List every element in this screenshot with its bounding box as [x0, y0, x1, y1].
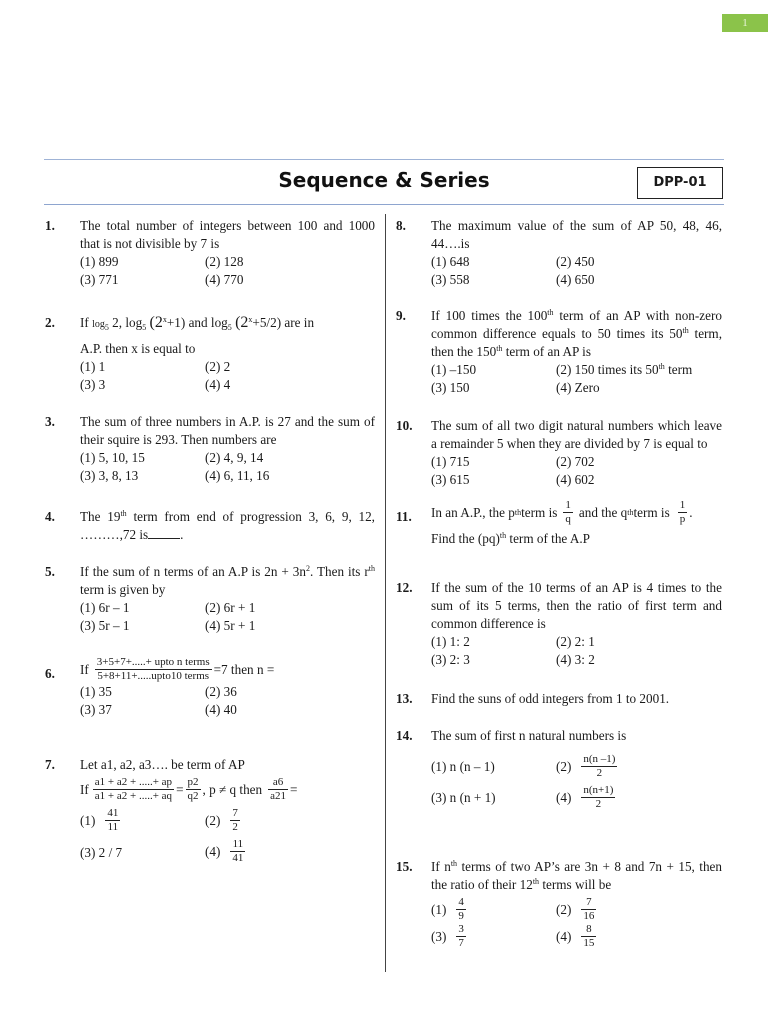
question-condition: If $\frac{a1 + a2 + .....+ ap}{a1 + a2 + .....+ aq}$ = $\frac{p2}{q2}$ , p ≠ q then $\frac{a6}{a21}$ =: [80, 776, 298, 802]
question-1: [45, 217, 375, 289]
option-1[interactable]: (1) 648: [431, 254, 470, 269]
fraction: $\frac{1}{q}$: [565, 499, 571, 525]
question-8: [396, 217, 722, 289]
question-number: 10.: [396, 418, 413, 433]
option-2[interactable]: (2) 2: 1: [556, 634, 595, 649]
page-number-badge: 1: [722, 14, 768, 32]
question-number: 6.: [45, 666, 55, 681]
option-3[interactable]: (3) 558: [431, 272, 470, 287]
question-text: If the sum of the 10 terms of an AP is 4 times to the sum of its 5 terms, then the ratio of first term and common difference is: [431, 580, 722, 631]
question-number: 9.: [396, 308, 406, 323]
option-3[interactable]: (3) 2 / 7: [80, 844, 123, 860]
options: [431, 633, 722, 669]
question-text: The sum of all two digit natural numbers which leave a remainder 5 when they are divided by 7 is equal to: [431, 418, 722, 451]
option-4[interactable]: (4) 650: [556, 272, 595, 287]
question-6: [45, 656, 375, 719]
option-3[interactable]: (3) n (n + 1): [431, 789, 496, 805]
page-title: Sequence & Series: [278, 168, 490, 192]
question-text: The maximum value of the sum of AP 50, 48, 46, 44….is: [431, 218, 722, 251]
question-4: [45, 508, 375, 544]
options: [80, 253, 375, 289]
question-number: 15.: [396, 859, 413, 874]
option-3[interactable]: (3) 37: [80, 702, 112, 717]
options: [431, 253, 722, 289]
option-1[interactable]: (1) 1: 2: [431, 634, 470, 649]
option-2[interactable]: (2) $\frac{7}{2}$: [205, 807, 238, 833]
option-1[interactable]: (1) $\frac{41}{11}$: [80, 807, 119, 833]
option-4[interactable]: (4) Zero: [556, 380, 600, 395]
option-3[interactable]: (3) 3, 8, 13: [80, 468, 139, 483]
question-text: The 19th term from end of progression 3, 6, 9, 12, ………,72 is .: [80, 509, 375, 542]
header-rule-bottom: [44, 204, 724, 205]
question-text: If the sum of n terms of an A.P is $2n + 3n^2$. Then its $r^{th}$ term is given by: [80, 564, 375, 597]
question-number: 14.: [396, 728, 413, 743]
question-number: 2.: [45, 315, 55, 330]
option-1[interactable]: (1) $\frac{4}{9}$: [431, 896, 464, 922]
option-3[interactable]: (3) 615: [431, 472, 470, 487]
option-1[interactable]: (1) 715: [431, 454, 470, 469]
question-2: [45, 314, 375, 394]
question-text: If $n^{th}$ terms of two AP’s are 3n + 8 and 7n + 15, then the ratio of their 12th terms will be: [431, 859, 722, 892]
question-14: [396, 727, 722, 811]
option-2[interactable]: (2) $\frac{7}{16}$: [556, 896, 595, 922]
question-number: 5.: [45, 564, 55, 579]
options: [431, 453, 722, 489]
header-rule-top: [44, 159, 724, 160]
options: [431, 753, 722, 811]
question-text: If $\log_5 2$, $\log_5 (2^x+1)$ and $\log_5 (2^x+5/2)$ are in: [80, 314, 315, 332]
question-text: Find the suns of odd integers from 1 to 2001.: [431, 691, 670, 706]
option-2[interactable]: (2) 150 times its 50th term: [556, 362, 693, 377]
question-number: 3.: [45, 414, 55, 429]
question-text: The total number of integers between 100 and 1000 that is not divisible by 7 is: [80, 218, 375, 251]
question-number: 7.: [45, 757, 55, 772]
option-3[interactable]: (3) 771: [80, 272, 119, 287]
question-9: [396, 307, 722, 397]
question-5: [45, 563, 375, 635]
question-number: 12.: [396, 580, 413, 595]
options: [80, 683, 375, 719]
option-4[interactable]: (4) $\frac{8}{15}$: [556, 923, 595, 949]
question-number: 11.: [396, 509, 412, 524]
options: [80, 807, 375, 865]
question-11: [396, 499, 722, 548]
option-4[interactable]: (4) 770: [205, 272, 244, 287]
option-4[interactable]: (4) 40: [205, 702, 237, 717]
option-1[interactable]: (1) 5, 10, 15: [80, 450, 145, 465]
question-text: The sum of first n natural numbers is: [431, 728, 627, 743]
fraction: $\frac{a1 + a2 + .....+ ap}{a1 + a2 + .....+ aq}$: [94, 776, 173, 802]
option-2[interactable]: (2) 450: [556, 254, 595, 269]
option-4[interactable]: (4) 5r + 1: [205, 618, 256, 633]
question-number: 8.: [396, 218, 406, 233]
options: [80, 449, 375, 485]
question-text: If 100 times the 100th term of an AP with non-zero common difference equals to 50 times its 50th term, then the 150th term of an AP is: [431, 308, 722, 359]
question-10: [396, 417, 722, 489]
fraction: $\frac{\text{3+5+7+.....+ upto n terms}}{\text{5+8+11+.....upto10 terms}}$: [96, 656, 210, 682]
answer-blank[interactable]: [148, 526, 180, 539]
fraction: $\frac{1}{p}$: [679, 499, 686, 525]
question-13: [396, 690, 722, 708]
fraction: $\frac{a6}{a21}$: [270, 776, 287, 802]
option-3[interactable]: (3) 150: [431, 380, 470, 395]
option-4[interactable]: (4) $\frac{n(n+1)}{2}$: [556, 784, 614, 810]
option-2[interactable]: (2) 6r + 1: [205, 600, 256, 615]
question-text: Let a1, a2, a3…. be term of AP: [80, 757, 245, 772]
question-number: 13.: [396, 691, 413, 706]
option-4[interactable]: (4) 3: 2: [556, 652, 595, 667]
option-1[interactable]: (1) 899: [80, 254, 119, 269]
option-4[interactable]: (4) 602: [556, 472, 595, 487]
question-text-line-2: A.P. then x is equal to: [80, 341, 196, 356]
option-4[interactable]: (4) $\frac{11}{41}$: [205, 838, 244, 864]
option-3[interactable]: (3) 2: 3: [431, 652, 470, 667]
question-number: 4.: [45, 509, 55, 524]
question-7: [45, 756, 375, 865]
options: [431, 896, 722, 950]
question-12: [396, 579, 722, 669]
question-text: If $\frac{\text{3+5+7+.....+ upto n terms}}{\text{5+8+11+.....upto10 terms}}$ =7 then n =: [80, 656, 275, 682]
options: [80, 358, 375, 394]
option-2[interactable]: (2) 36: [205, 684, 237, 699]
question-number: 1.: [45, 218, 55, 233]
option-1[interactable]: (1) n (n – 1): [431, 758, 495, 774]
option-4[interactable]: (4) 4: [205, 377, 231, 392]
option-3[interactable]: (3) 5r – 1: [80, 618, 130, 633]
question-3: [45, 413, 375, 485]
option-4[interactable]: (4) 6, 11, 16: [205, 468, 270, 483]
fraction: $\frac{p2}{q2}$: [187, 776, 199, 802]
option-3[interactable]: (3) $\frac{3}{7}$: [431, 923, 464, 949]
options: [80, 599, 375, 635]
option-1[interactable]: (1) 35: [80, 684, 112, 699]
option-2[interactable]: (2) 2: [205, 359, 231, 374]
option-2[interactable]: (2) 702: [556, 454, 595, 469]
options: [431, 361, 722, 397]
dpp-code-box: DPP-01: [637, 167, 723, 199]
question-text-line-2: Find the (pq)$^{th}$ term of the A.P: [431, 531, 590, 546]
column-divider: [385, 214, 386, 972]
question-text: In an A.P., the p th term is $\frac{1}{q}$ and the q th term is $\frac{1}{p}$ .: [431, 499, 693, 525]
option-1[interactable]: (1) 6r – 1: [80, 600, 130, 615]
question-15: [396, 858, 722, 950]
option-2[interactable]: (2) 128: [205, 254, 244, 269]
option-1[interactable]: (1) –150: [431, 362, 477, 377]
option-1[interactable]: (1) 1: [80, 359, 106, 374]
question-text: The sum of three numbers in A.P. is 27 and the sum of their squire is 293. Then numbers are: [80, 414, 375, 447]
option-3[interactable]: (3) 3: [80, 377, 106, 392]
option-2[interactable]: (2) $\frac{n(n -1)}{2}$: [556, 753, 616, 779]
option-2[interactable]: (2) 4, 9, 14: [205, 450, 264, 465]
